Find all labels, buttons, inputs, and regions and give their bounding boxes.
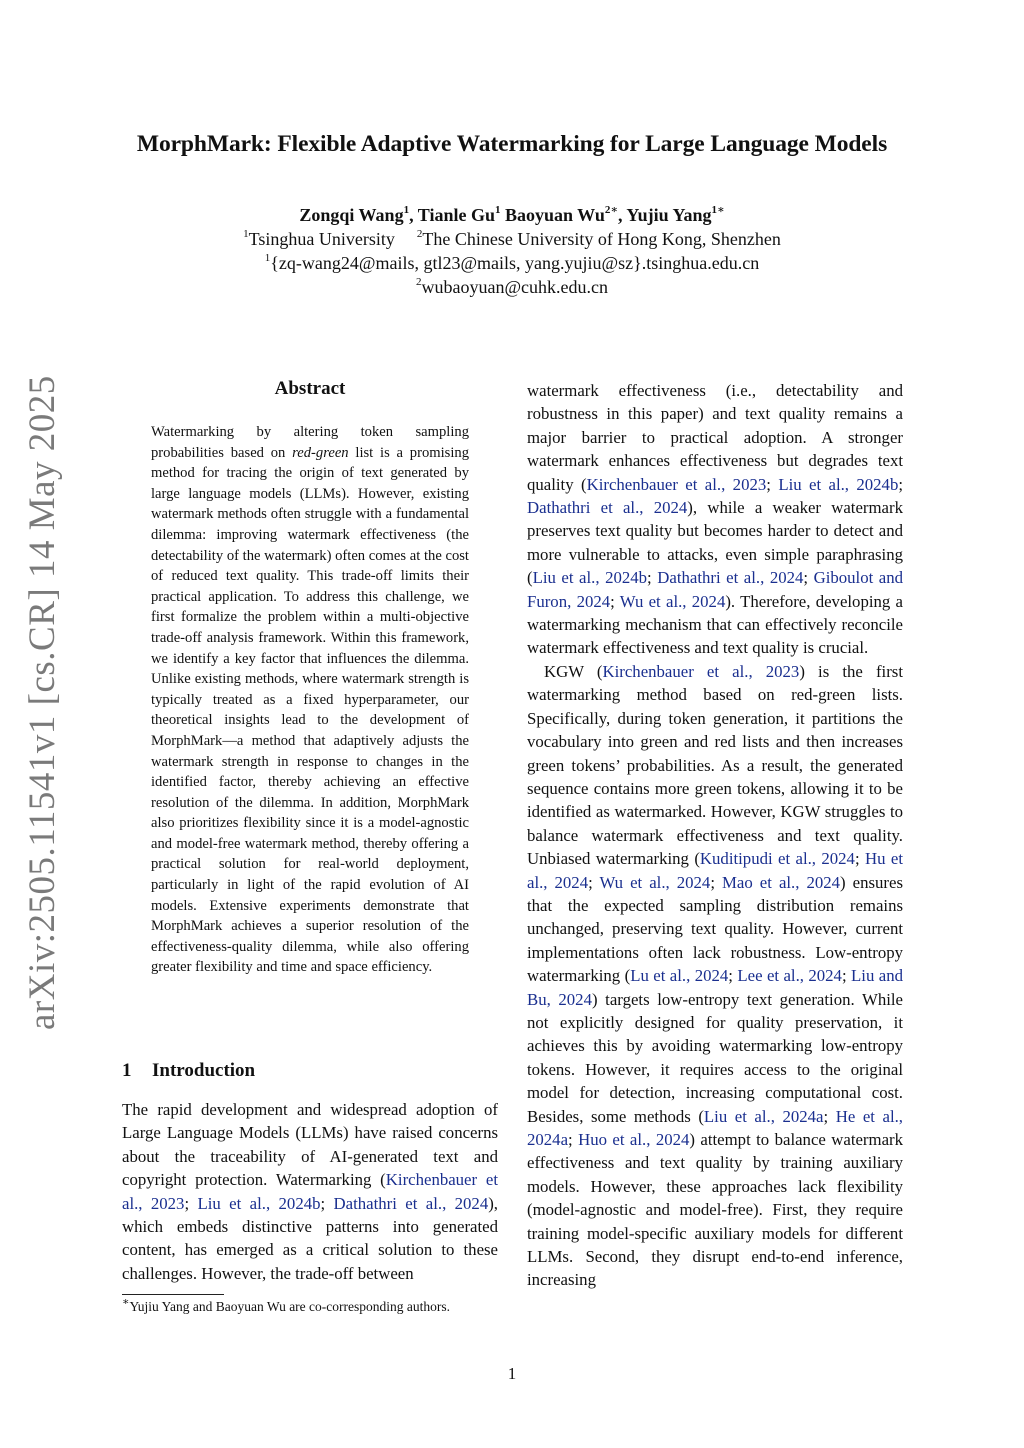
author-affil-mark: 2∗: [604, 204, 618, 216]
citation-link[interactable]: Dathathri et al., 2024: [333, 1193, 489, 1213]
paragraph: [527, 660, 903, 1292]
section-title: Introduction: [152, 1060, 256, 1081]
arxiv-stamp: arXiv:2505.11541v1 [cs.CR] 14 May 2025: [22, 375, 63, 1030]
body-text: ;: [610, 591, 620, 611]
citation-link[interactable]: Giboulot and Furon, 2024: [527, 568, 904, 611]
affiliation-line: [0, 227, 1024, 251]
paragraph: [527, 379, 903, 660]
author-affil-mark: 1∗: [711, 204, 725, 216]
citation-link[interactable]: Liu et al., 2024b: [532, 568, 648, 588]
citation-link[interactable]: Wu et al., 2024: [599, 872, 711, 892]
body-text: ) ensures that the expected sampling distribution remains unchanged, preserving text quality. However, current implementations often lack robustness. Low-entropy watermarking (: [527, 872, 903, 986]
footnote: [122, 1295, 498, 1317]
page-number: 1: [507, 1364, 517, 1383]
author-name: Baoyuan Wu: [504, 205, 605, 225]
citation-link[interactable]: He et al., 2024a: [527, 1106, 903, 1149]
author-list: [0, 203, 1024, 227]
body-text: watermark effectiveness (i.e., detectability and robustness in this paper) and text quality remains a major barrier to practical adoption. A stronger watermark enhances effectiveness but degrades text quality (: [527, 381, 903, 494]
citation-link[interactable]: Kuditipudi et al., 2024: [699, 849, 855, 869]
affil-mark: 1: [243, 228, 249, 240]
citation-link[interactable]: Hu et al., 2024: [527, 849, 903, 892]
body-text: ) attempt to balance watermark effectiveness and text quality by training auxiliary models. However, these approaches lack flexibility (model-agnostic and model-free). First, they require training model-specific auxiliary models for different LLMs. Second, they disrupt end-to-end inference, increasing: [527, 1130, 903, 1290]
body-text: ) targets low-entropy text generation. While not explicitly designed for quality preservation, it achieves this by avoiding watermarking low-entropy tokens. However, it requires access to the original model for detection, increasing computational cost. Besides, some methods (: [527, 989, 903, 1126]
body-text: ;: [854, 849, 865, 869]
citation-link[interactable]: Kirchenbauer et al., 2023: [602, 661, 800, 681]
section-heading: [122, 1060, 255, 1082]
author-affil-mark: 1: [494, 204, 501, 216]
footnote-mark: ∗: [122, 1295, 130, 1308]
citation-link[interactable]: Dathathri et al., 2024: [527, 498, 688, 518]
abstract-emphasis: red-green: [292, 444, 349, 461]
paragraph: [122, 1098, 498, 1285]
citation-link[interactable]: Wu et al., 2024: [619, 591, 726, 611]
citation-link[interactable]: Liu et al., 2024a: [703, 1106, 824, 1126]
abstract-body: [151, 422, 469, 978]
body-text: ;: [184, 1193, 198, 1213]
body-text: ;: [320, 1193, 334, 1213]
email: wubaoyuan@cuhk.edu.cn: [421, 277, 609, 297]
affiliation: Tsinghua University: [248, 229, 395, 249]
paper-title: MorphMark: Flexible Adaptive Watermarking for Large Language Models: [136, 131, 888, 157]
author-affil-mark: 1: [403, 204, 410, 216]
author-name: Yujiu Yang: [626, 205, 712, 225]
body-text: ;: [647, 568, 658, 588]
citation-link[interactable]: Kirchenbauer et al., 2023: [586, 474, 767, 494]
body-text: The rapid development and widespread adoption of Large Language Models (LLMs) have raised concerns about the traceability of AI-generated text and copyright protection. Watermarking (: [122, 1100, 498, 1190]
body-text: ;: [803, 568, 814, 588]
affil-mark: 2: [416, 228, 423, 240]
body-text: ). Therefore, developing a watermarking mechanism that can effectively reconcile watermark effectiveness and text quality is crucial.: [527, 591, 904, 658]
citation-link[interactable]: Liu et al., 2024b: [197, 1193, 321, 1213]
abstract-heading: Abstract: [274, 378, 346, 399]
right-column: [527, 379, 903, 1292]
body-text: ) is the first watermarking method based on red-green lists. Specifically, during token generation, it partitions the vocabulary into green and red lists and then increases green tokens’ probabilities. As a result, the generated sequence contains more green tokens, allowing it to be identified as watermarked. However, KGW struggles to balance watermark effectiveness and text quality. Unbiased watermarking (: [527, 661, 903, 869]
body-text: ;: [841, 966, 852, 986]
body-text: ;: [728, 966, 738, 986]
email-line: [0, 251, 1024, 275]
body-text: ;: [568, 1130, 579, 1149]
body-text: KGW (: [544, 661, 603, 681]
author-name: Zongqi Wang: [299, 205, 404, 225]
affil-mark: 1: [264, 252, 271, 264]
affil-mark: 2: [415, 276, 422, 288]
body-text: ;: [823, 1106, 836, 1126]
citation-link[interactable]: Kirchenbauer et al., 2023: [122, 1170, 498, 1213]
intro-left-column: [122, 1098, 498, 1285]
body-text: ;: [766, 474, 779, 494]
body-text: ), while a weaker watermark preserves text quality but becomes harder to detect and more vulnerable to attacks, even simple paraphrasing (: [527, 498, 903, 588]
email: {zq-wang24@mails, gtl23@mails, yang.yujiu@sz}.tsinghua.edu.cn: [270, 253, 760, 273]
footnote-text: Yujiu Yang and Baoyuan Wu are co-corresponding authors.: [129, 1299, 451, 1314]
author-name: Tianle Gu: [417, 205, 495, 225]
citation-link[interactable]: Lee et al., 2024: [737, 966, 842, 986]
body-text: ;: [588, 872, 600, 892]
body-text: ;: [710, 872, 723, 892]
section-number: 1: [122, 1060, 132, 1081]
affiliation: The Chinese University of Hong Kong, Shenzhen: [422, 229, 781, 249]
author-separator: ,: [617, 205, 627, 225]
author-separator: ,: [409, 205, 418, 225]
abstract-text: Watermarking by altering token sampling probabilities based on: [151, 424, 469, 461]
citation-link[interactable]: Liu et al., 2024b: [778, 474, 899, 494]
body-text: ;: [898, 474, 904, 494]
citation-link[interactable]: Huo et al., 2024: [578, 1130, 690, 1149]
author-block: [0, 203, 1024, 299]
citation-link[interactable]: Mao et al., 2024: [722, 872, 841, 892]
citation-link[interactable]: Dathathri et al., 2024: [657, 568, 804, 588]
abstract-text: list is a promising method for tracing the origin of text generated by large language models (LLMs). However, existing watermark methods often struggle with a fundamental dilemma: improving watermark effectiveness (the detectability of the watermark) often comes at the cost of reduced text quality. This trade-off limits their practical application. To address this challenge, we first formalize the problem within a multi-objective trade-off analysis framework. Within this framework, we identify a key factor that influences the dilemma. Unlike existing methods, where watermark strength is typically treated as a fixed hyperparameter, our theoretical insights lead to the development of MorphMark—a method that adaptively adjusts the watermark strength in response to changes in the identified factor, thereby achieving an effective resolution of the dilemma. In addition, MorphMark also prioritizes flexibility since it is a model-agnostic and model-free watermark method, thereby offering a practical solution for real-world deployment, particularly in light of the rapid evolution of AI models. Extensive experiments demonstrate that MorphMark achieves a superior resolution of the effectiveness-quality dilemma, while also offering greater flexibility and time and space efficiency.: [151, 444, 469, 976]
footnote-rule: [122, 1294, 224, 1295]
body-text: ), which embeds distinctive patterns into generated content, has emerged as a critical solution to these challenges. However, the trade-off between: [122, 1193, 499, 1283]
citation-link[interactable]: Liu and Bu, 2024: [527, 966, 903, 1009]
citation-link[interactable]: Lu et al., 2024: [630, 966, 729, 986]
email-line: [0, 275, 1024, 299]
